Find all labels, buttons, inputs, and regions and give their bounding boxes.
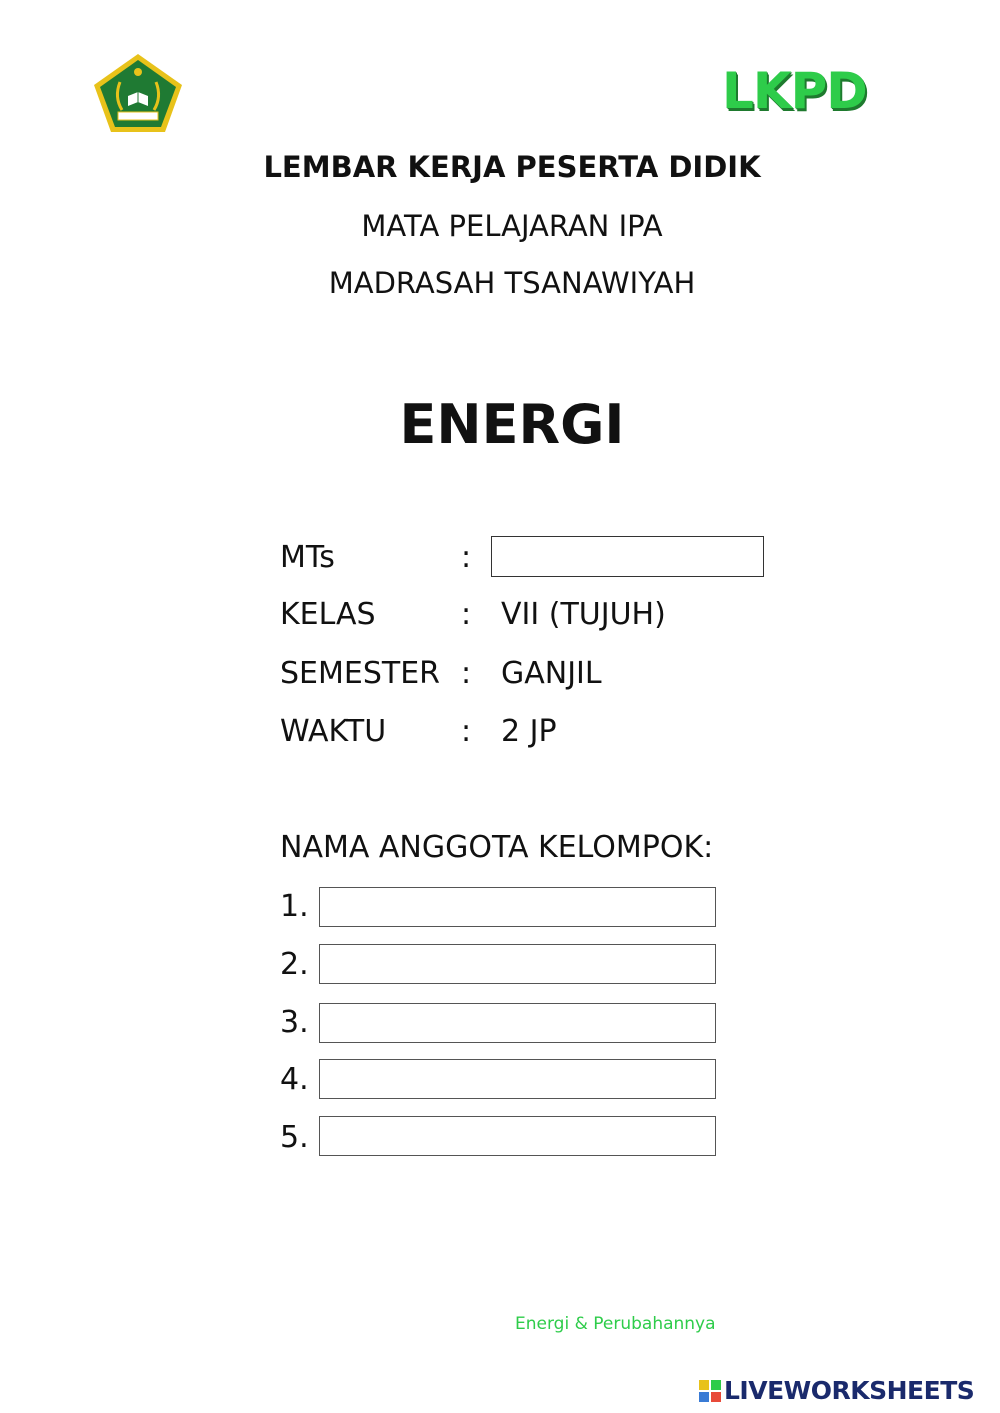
member-number: 1. (280, 889, 309, 924)
member-number: 4. (280, 1062, 309, 1097)
member-name-input-5[interactable] (319, 1116, 716, 1156)
kelas-colon: : (461, 597, 472, 632)
subject-line: MATA PELAJARAN IPA (361, 209, 663, 243)
topic-title: ENERGI (399, 393, 625, 456)
lkpd-badge: LKPD (722, 62, 867, 120)
liveworksheets-icon (698, 1379, 722, 1403)
mts-input[interactable] (491, 536, 764, 577)
mts-colon: : (461, 540, 472, 575)
mts-label: MTs (280, 540, 335, 575)
semester-colon: : (461, 656, 472, 691)
member-number: 2. (280, 947, 309, 982)
member-name-input-3[interactable] (319, 1003, 716, 1043)
liveworksheets-text: LIVEWORKSHEETS (724, 1376, 975, 1405)
liveworksheets-watermark (698, 1378, 974, 1403)
member-name-input-4[interactable] (319, 1059, 716, 1099)
footer-topic: Energi & Perubahannya (515, 1314, 716, 1334)
worksheet-title: LEMBAR KERJA PESERTA DIDIK (263, 150, 761, 184)
school-level-line: MADRASAH TSANAWIYAH (328, 266, 696, 300)
waktu-label: WAKTU (280, 714, 387, 749)
member-name-input-2[interactable] (319, 944, 716, 984)
group-members-title: NAMA ANGGOTA KELOMPOK: (280, 830, 714, 865)
kelas-label: KELAS (280, 597, 376, 632)
semester-value: GANJIL (501, 656, 602, 691)
kemenag-logo (92, 52, 184, 134)
kelas-value: VII (TUJUH) (501, 597, 666, 632)
member-number: 3. (280, 1005, 309, 1040)
waktu-value: 2 JP (501, 714, 557, 749)
member-number: 5. (280, 1120, 309, 1155)
waktu-colon: : (461, 714, 472, 749)
member-name-input-1[interactable] (319, 887, 716, 927)
semester-label: SEMESTER (280, 656, 441, 691)
